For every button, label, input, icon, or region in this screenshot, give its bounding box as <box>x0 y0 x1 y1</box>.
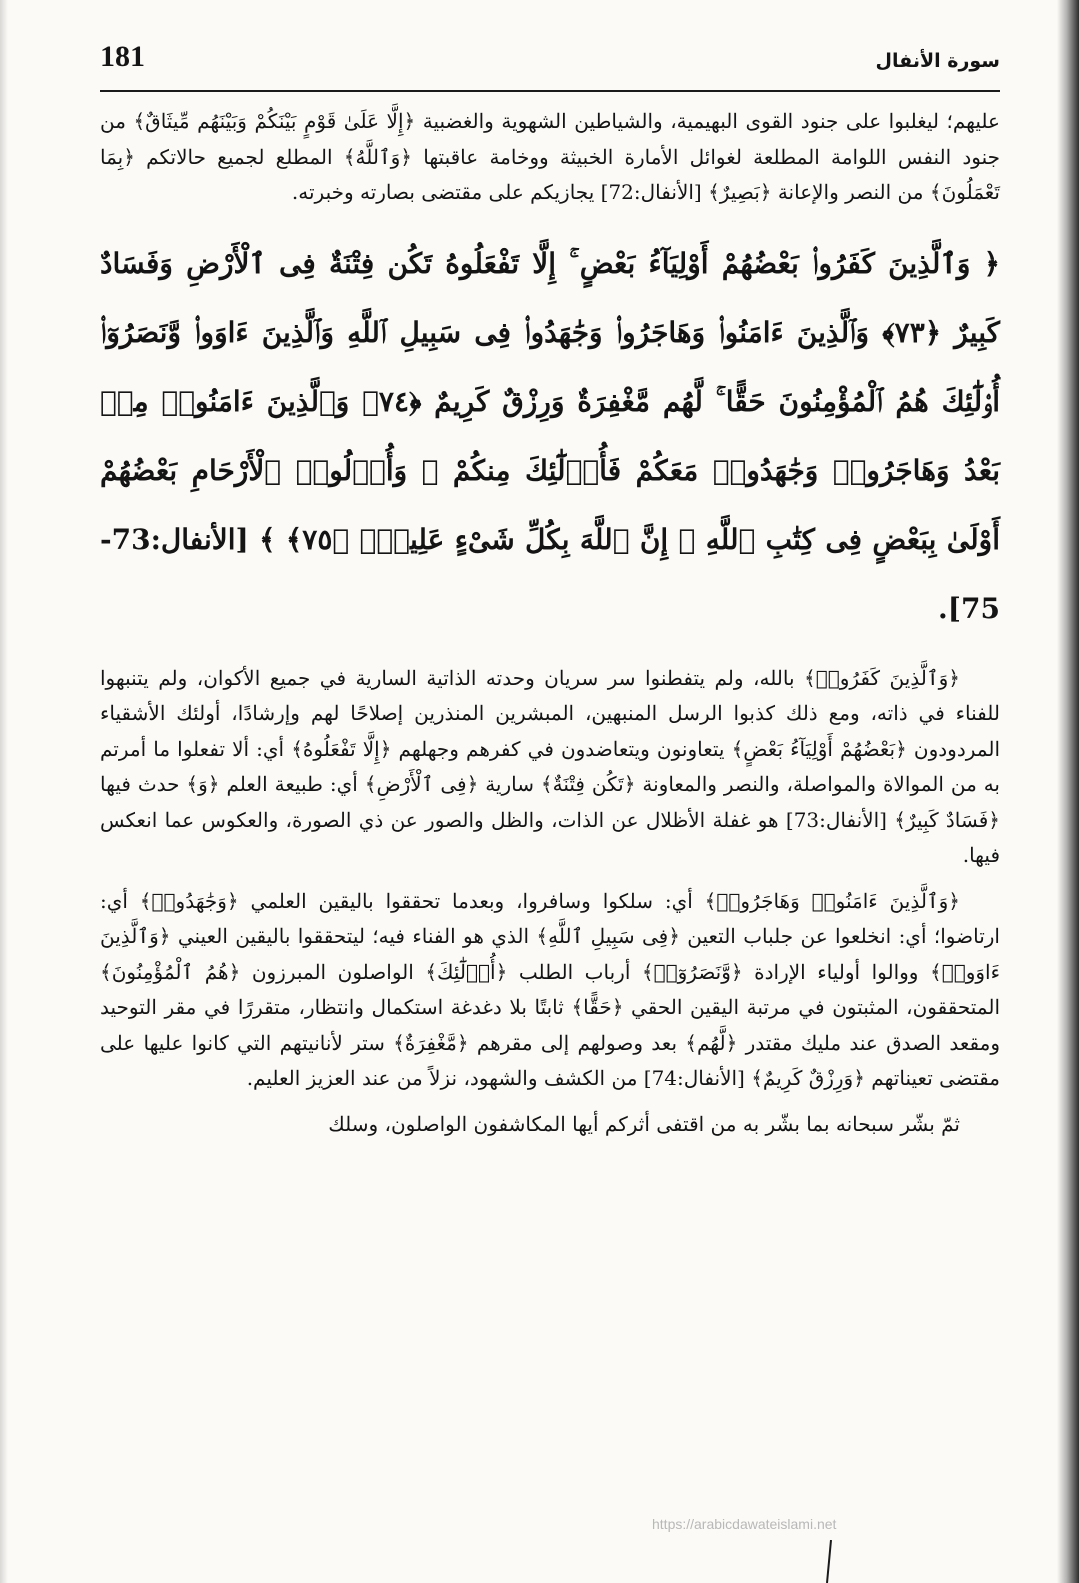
paragraph-3-line-1: ﴿وَٱلَّذِينَ ءَامَنُوا۟ وَهَاجَرُوا۟﴾ أي: سلكوا وسافروا، وبعدما تحققوا باليقين العلمي <box>250 888 961 913</box>
paragraph-gap <box>100 1097 1000 1107</box>
paragraph-3-line-7: لأنانيتهم التي كانوا عليها على مقتضى تعيناتهم ﴿وَرِزْقٌ كَرِيمٌ﴾ [الأنفال:74] من <box>100 1030 1000 1090</box>
paragraph-2-line-6: العلم ﴿وَ﴾ حدث فيها ﴿فَسَادٌ كَبِيرٌ﴾ [الأنفال:73] هو غفلة الأظلال عن الذات، <box>100 772 1001 832</box>
paragraph-3-line-4: أرباب الطلب ﴿أُو۟لَٰٓئِكَ﴾ الواصلون المبرزون ﴿هُمُ ٱلْمُؤْمِنُونَ﴾ المتحققون، المثبتون في <box>100 959 1000 1019</box>
paragraph-2-line-4: يتعاونون ويتعاضدون في كفرهم وجهلهم ﴿إِلَّا تَفْعَلُوهُ﴾ أي: ألا تفعلوا ما أمرتم به من <box>100 736 1001 796</box>
source-watermark: https://arabicdawateislami.net <box>652 1516 837 1532</box>
paragraph-1 <box>100 104 1000 211</box>
paragraph-4 <box>100 1107 1000 1143</box>
paragraph-3-line-2: ﴿وَجَٰهَدُوا۟﴾ أي: ارتاضوا؛ أي: انخلعوا عن جلباب التعين ﴿فِى سَبِيلِ ٱللَّهِ﴾ الذي هو <box>100 888 1000 948</box>
paragraph-2 <box>100 661 1000 874</box>
quran-verse-block <box>100 229 1000 643</box>
paragraph-2-line-7: والظل والصور عن ذي الصورة، والعكوس عما انعكس فيها. <box>100 807 1000 867</box>
paragraph-4-line-1: ثمّ بشّر سبحانه بما بشّر به من اقتفى أثركم أيها المكاشفون الواصلون، وسلك <box>328 1111 960 1136</box>
paragraph-1-line-2: بَيْنَكُمْ وَبَيْنَهُم مِّيثَاقٌ﴾ من جنود النفس اللوامة المطلعة لغوائل الأمارة الخبيثة ووخامة <box>100 109 1000 169</box>
paragraph-3-line-3: الفناء فيه؛ ليتحققوا باليقين العيني ﴿وَٱلَّذِينَ ءَاوَوا۟﴾ ووالوا أولياء الإرادة ﴿وَّنَصَرُوٓا۟﴾ <box>100 924 1000 984</box>
surah-title: سورة الأنفال <box>875 50 1000 72</box>
page-content <box>100 104 1000 1142</box>
page-header <box>100 38 1000 86</box>
verse-line-1: ﴿ وَٱلَّذِينَ كَفَرُوا۟ بَعْضُهُمْ أَوْلِيَآءُ بَعْضٍ ۚ إِلَّا تَفْعَلُوهُ تَكُن فِتْنَةٌ فِى ٱلْأَرْضِ وَفَسَادٌ <box>100 246 1000 280</box>
paragraph-2-line-2: الأكوان، ولم يتنبهوا للفناء في ذاته، ومع ذلك كذبوا الرسل المنبهين، المبشرين <box>100 665 1001 725</box>
verse-line-2: كَبِيرٌ ﴿٧٣﴾ وَٱلَّذِينَ ءَامَنُوا۟ وَهَاجَرُوا۟ وَجَٰهَدُوا۟ فِى سَبِيلِ ٱللَّهِ وَٱلَّذِينَ ءَاوَوا۟ وَّنَصَرُوٓا۟ <box>100 315 1000 349</box>
page-edge-shadow <box>1057 0 1079 1583</box>
paragraph-3-line-6: ومقعد الصدق عند مليك مقتدر ﴿لَّهُم﴾ بعد وصولهم إلى مقرهم ﴿مَّغْفِرَةٌ﴾ ستر <box>351 1030 1000 1055</box>
paragraph-3 <box>100 884 1000 1097</box>
paragraph-2-line-3: المنذرين إصلاحًا لهم وإرشادًا، أولئك الأشقياء المردودون ﴿بَعْضُهُمْ أَوْلِيَآءُ بَعْضٍ﴾ <box>100 701 1000 761</box>
verse-line-3: أُو۟لَٰٓئِكَ هُمُ ٱلْمُؤْمِنُونَ حَقًّا ۚ لَّهُم مَّغْفِرَةٌ وَرِزْقٌ كَرِيمٌ ﴿٧٤﴾ وَٱلَّذِينَ ءَامَنُوا۟ مِنۢ بَعْدُ وَهَاجَرُوا۟ <box>100 384 1001 487</box>
paragraph-3-line-8: الكشف والشهود، نزلاً من عند العزيز العليم. <box>246 1066 606 1090</box>
verse-line-5: عَلِيمٌۢ ﴿٧٥﴾ ﴾ [الأنفال:73-75]. <box>100 522 1000 625</box>
header-rule <box>100 90 1000 92</box>
paragraph-2-line-1: ﴿وَٱلَّذِينَ كَفَرُوا۟﴾ بالله، ولم يتفطنوا سر سريان وحدته الذاتية السارية في جميع <box>269 665 960 690</box>
paragraph-gap <box>100 874 1000 884</box>
paragraph-1-line-1: عليهم؛ ليغلبوا على جنود القوى البهيمية، والشياطين الشهوية والغضبية ﴿إِلَّا عَلَىٰ قَوْمٍ <box>303 109 1000 133</box>
page-edge-shadow-left <box>0 0 8 1583</box>
paragraph-3-line-5: مرتبة اليقين الحقي ﴿حَقًّا﴾ ثابتًا بلا دغدغة استكمال وانتظار، متقررًا في مقر التوحيد <box>100 995 791 1019</box>
page-number: 181 <box>100 40 145 73</box>
pen-stroke-mark <box>826 1540 832 1583</box>
verse-line-4: وَجَٰهَدُوا۟ مَعَكُمْ فَأُو۟لَٰٓئِكَ مِنكُمْ ۚ وَأُو۟لُوا۟ ٱلْأَرْحَامِ بَعْضُهُمْ أَوْلَىٰ بِبَعْضٍ فِى كِتَٰبِ ٱللَّهِ ۗ إِنَّ ٱللَّهَ بِكُلِّ شَىْءٍ <box>100 453 1000 556</box>
paragraph-1-line-4: [الأنفال:72] يجازيكم على مقتضى بصارته وخبرته. <box>291 180 702 204</box>
paragraph-1-line-3: عاقبتها ﴿وَٱللَّهُ﴾ المطلع لجميع حالاتكم ﴿بِمَا تَعْمَلُونَ﴾ من النصر والإعانة ﴿بَصِيرٌ﴾ <box>100 144 1000 204</box>
paragraph-2-line-5: الموالاة والمواصلة، والنصر والمعاونة ﴿تَكُن فِتْنَةٌ﴾ سارية ﴿فِى ٱلْأَرْضِ﴾ أي: طبيعة <box>274 772 944 796</box>
